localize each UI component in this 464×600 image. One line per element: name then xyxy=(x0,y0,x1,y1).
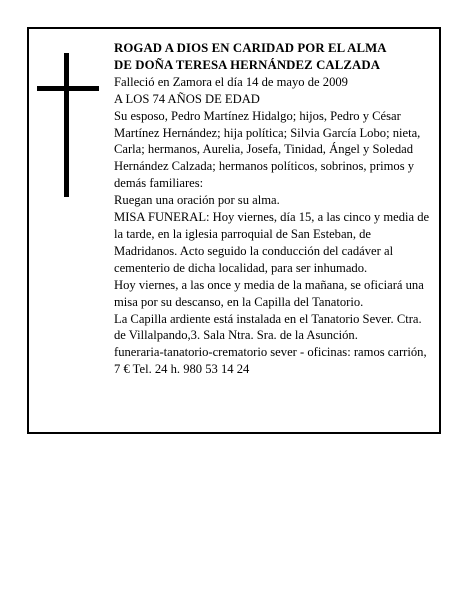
age-line: A LOS 74 AÑOS DE EDAD xyxy=(114,91,260,106)
today-mass: Hoy viernes, a las once y media de la mañana, se oficiará una misa por su descanso, en la Capilla del Tanatorio. xyxy=(114,277,424,309)
cross-horizontal-bar xyxy=(37,86,99,91)
family-list: Su esposo, Pedro Martínez Hidalgo; hijos, Pedro y César Martínez Hernández; hija política; Silvia García Lobo; nieta, Carla; hermanos, Aurelia, Josefa, Tinidad, Ángel y Soledad Hernández Calzada; hermanos políticos, sobrinos, primos y demás familiares: xyxy=(114,108,421,191)
cross-vertical-bar xyxy=(64,53,69,197)
title-line-2: DE DOÑA TERESA HERNÁNDEZ CALZADA xyxy=(114,57,381,72)
funeral-mass: MISA FUNERAL: Hoy viernes, día 15, a las cinco y media de la tarde, en la iglesia parroquial de San Esteban, de Madridanos. Acto seguido la conducción del cadáver al cementerio de dicha localidad, para ser inhumado. xyxy=(114,210,430,275)
chapel-location: La Capilla ardiente está instalada en el Tanatorio Sever. Ctra. de Villalpando,3. Sala Ntra. Sra. de la Asunción. xyxy=(114,311,422,343)
cross-icon xyxy=(37,53,99,197)
death-info: Falleció en Zamora el día 14 de mayo de 2009 xyxy=(114,74,348,89)
funeral-home-contact: funeraria-tanatorio-crematorio sever - oficinas: ramos carrión, 7 € Tel. 24 h. 980 53 14 24 xyxy=(114,345,427,377)
title-line-1: ROGAD A DIOS EN CARIDAD POR EL ALMA xyxy=(114,41,387,55)
obituary-text xyxy=(114,40,434,378)
prayer-request: Ruegan una oración por su alma. xyxy=(114,193,280,208)
